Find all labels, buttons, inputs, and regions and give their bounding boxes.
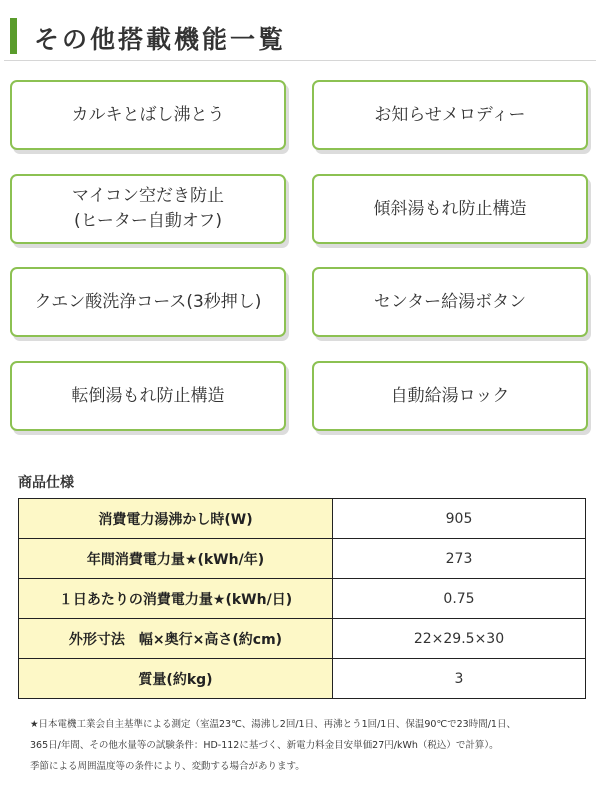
spec-value: 22×29.5×30: [333, 619, 586, 659]
table-row: [19, 619, 586, 659]
feature-box: 傾斜湯もれ防止構造: [312, 174, 588, 244]
spec-label: 年間消費電力量★(kWh/年): [19, 539, 333, 579]
feature-box: 転倒湯もれ防止構造: [10, 361, 286, 431]
footnote-line: 365日/年間、その他水量等の試験条件：HD-112に基づく、新電力料金目安単価27円/kWh（税込）で計算）。: [30, 740, 499, 751]
spec-label: 質量(約kg): [19, 659, 333, 699]
spec-value: 273: [333, 539, 586, 579]
spec-value: 3: [333, 659, 586, 699]
spec-table: [18, 498, 586, 699]
spec-label: 消費電力湯沸かし時(W): [19, 499, 333, 539]
spec-value: 0.75: [333, 579, 586, 619]
spec-value: 905: [333, 499, 586, 539]
section-header: [4, 8, 596, 61]
feature-box: クエン酸洗浄コース(3秒押し): [10, 267, 286, 337]
feature-box: カルキとばし沸とう: [10, 80, 286, 150]
feature-box: センター給湯ボタン: [312, 267, 588, 337]
feature-box: お知らせメロディー: [312, 80, 588, 150]
footnote-line: 季節による周囲温度等の条件により、変動する場合があります。: [30, 761, 305, 772]
footnotes: [30, 714, 590, 777]
spec-heading: 商品仕様: [18, 475, 74, 491]
footnote-line: ★日本電機工業会自主基準による測定（室温23℃、湯沸し2回/1日、再沸とう1回/1日、保温90℃で23時間/1日、: [30, 719, 516, 730]
feature-box: 自動給湯ロック: [312, 361, 588, 431]
title-accent-bar: [10, 18, 17, 54]
feature-box: マイコン空だき防止 (ヒーター自動オフ): [10, 174, 286, 244]
spec-label: １日あたりの消費電力量★(kWh/日): [19, 579, 333, 619]
table-row: [19, 539, 586, 579]
table-row: [19, 499, 586, 539]
spec-label: 外形寸法 幅×奥行×高さ(約cm): [19, 619, 333, 659]
page-title: その他搭載機能一覧: [34, 25, 287, 54]
table-row: [19, 579, 586, 619]
table-row: [19, 659, 586, 699]
